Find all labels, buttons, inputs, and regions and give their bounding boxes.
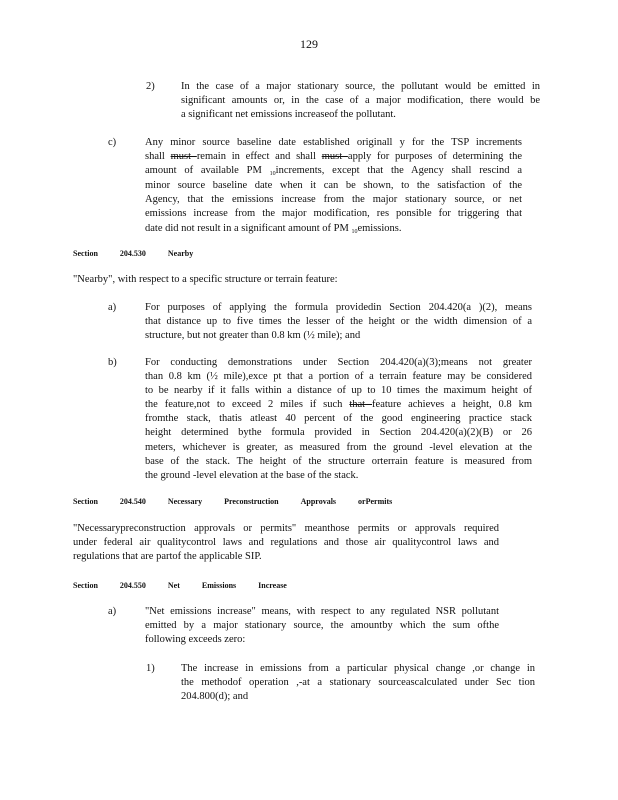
- item-2-line: a significant net emissions increaseof the pollutant.: [181, 109, 396, 121]
- net-emissions-line: emitted by a major stationary source, the amountby which the sum ofthe: [145, 620, 499, 632]
- item-c-line: minor source baseline date when it can be shown, to the satisfaction of the: [145, 180, 522, 192]
- item-c-label: c): [108, 137, 117, 148]
- item-c-line: date did not result in a significant amount of PM $_{10}$emissions.: [145, 222, 402, 235]
- item-b-label: b): [108, 357, 117, 368]
- nearby-b-line: meters, whichever is greater, as measured from the ground -level elevation at the: [145, 441, 532, 453]
- nearby-b-line: the ground -level elevation at the base of the stack.: [145, 469, 359, 481]
- nearby-b-line: base of the stack. The height of the structure orterrain feature is measured from: [145, 455, 532, 467]
- nearby-a-line: structure, but not greater than 0.8 km (½ mile); and: [145, 330, 361, 342]
- item-c-line: Any minor source baseline date established originall y for the TSP increments: [145, 137, 522, 148]
- net-emissions-a-text: [145, 605, 499, 647]
- strikethrough-text: must: [321, 151, 348, 163]
- necessary-line: "Necessarypreconstruction approvals or permits" meanthose permits or approvals required: [73, 523, 499, 534]
- nearby-a-line: that distance up to five times the lesser of the height or the width dimension of a: [145, 316, 532, 328]
- nearby-b-line: For conducting demonstrations under Section 204.420(a)(3);means not greater: [145, 357, 532, 368]
- net-emissions-line: "Net emissions increase" means, with respect to any regulated NSR pollutant: [145, 606, 499, 617]
- nearby-b-line: height determined bythe formula provided in Section 204.420(a)(2)(B) or 26: [145, 427, 532, 439]
- item-2-text: [181, 80, 540, 122]
- nearby-b-text: [145, 356, 532, 483]
- section-204-530-heading: Section 204.530 Nearby: [73, 249, 194, 258]
- section-204-540-heading: Section 204.540 Necessary Preconstruction Approvals orPermits: [73, 497, 393, 506]
- net-emissions-line: following exceeds zero:: [145, 634, 246, 646]
- item-2-label: 2): [146, 81, 155, 92]
- section-204-530-intro: "Nearby", with respect to a specific structure or terrain feature:: [73, 274, 338, 285]
- nearby-a-line: For purposes of applying the formula providedin Section 204.420(a )(2), means: [145, 302, 532, 313]
- item-1-label: 1): [146, 663, 155, 674]
- strikethrough-text: that: [349, 399, 373, 411]
- nearby-b-line: to be nearby if it falls within a distance of up to 10 times the maximum height of: [145, 385, 532, 397]
- item-2-line: In the case of a major stationary source, the pollutant would be emitted in: [181, 81, 540, 92]
- item-2-line: significant amounts or, in the case of a major modification, there would be: [181, 95, 540, 107]
- net-emissions-1-line: 204.800(d); and: [181, 691, 249, 703]
- item-a-label: a): [108, 606, 117, 617]
- net-emissions-1-line: the methodof operation ,-at a stationary sourceascalculated under Sec tion: [181, 677, 535, 689]
- item-c-line: emissions increase from the major modification, res ponsible for triggering that: [145, 208, 522, 220]
- nearby-b-line: fromthe stack, thatis atleast 40 percent of the good engineering practice stack: [145, 413, 532, 425]
- item-c-line: amount of available PM $_{10}$increments, except that the Agency shall rescind a: [145, 165, 523, 178]
- necessary-line: regulations that are partof the applicable SIP.: [73, 551, 262, 563]
- page-number: 129: [300, 37, 318, 51]
- necessary-line: under federal air qualitycontrol laws and regulations and those air qualitycontrol laws and: [73, 537, 499, 549]
- section-204-550-heading: Section 204.550 Net Emissions Increase: [73, 581, 287, 590]
- net-emissions-1-line: The increase in emissions from a particular physical change ,or change in: [181, 663, 535, 674]
- item-c-text: [145, 136, 522, 237]
- item-c-line: shall must remain in effect and shall must apply for purposes of determining the: [145, 151, 522, 163]
- item-a-label: a): [108, 302, 117, 313]
- nearby-a-text: [145, 301, 532, 343]
- nearby-b-line: than 0.8 km (½ mile),exce pt that a portion of a terrain feature may be considered: [145, 371, 532, 383]
- item-c-line: Agency, that the emissions increase from the major stationary source, or net: [145, 194, 522, 206]
- nearby-b-line: the feature,not to exceed 2 miles if such that feature achieves a height, 0.8 km: [145, 399, 532, 411]
- section-204-540-text: [73, 522, 499, 564]
- strikethrough-text: must: [170, 151, 197, 163]
- net-emissions-1-text: [181, 662, 535, 704]
